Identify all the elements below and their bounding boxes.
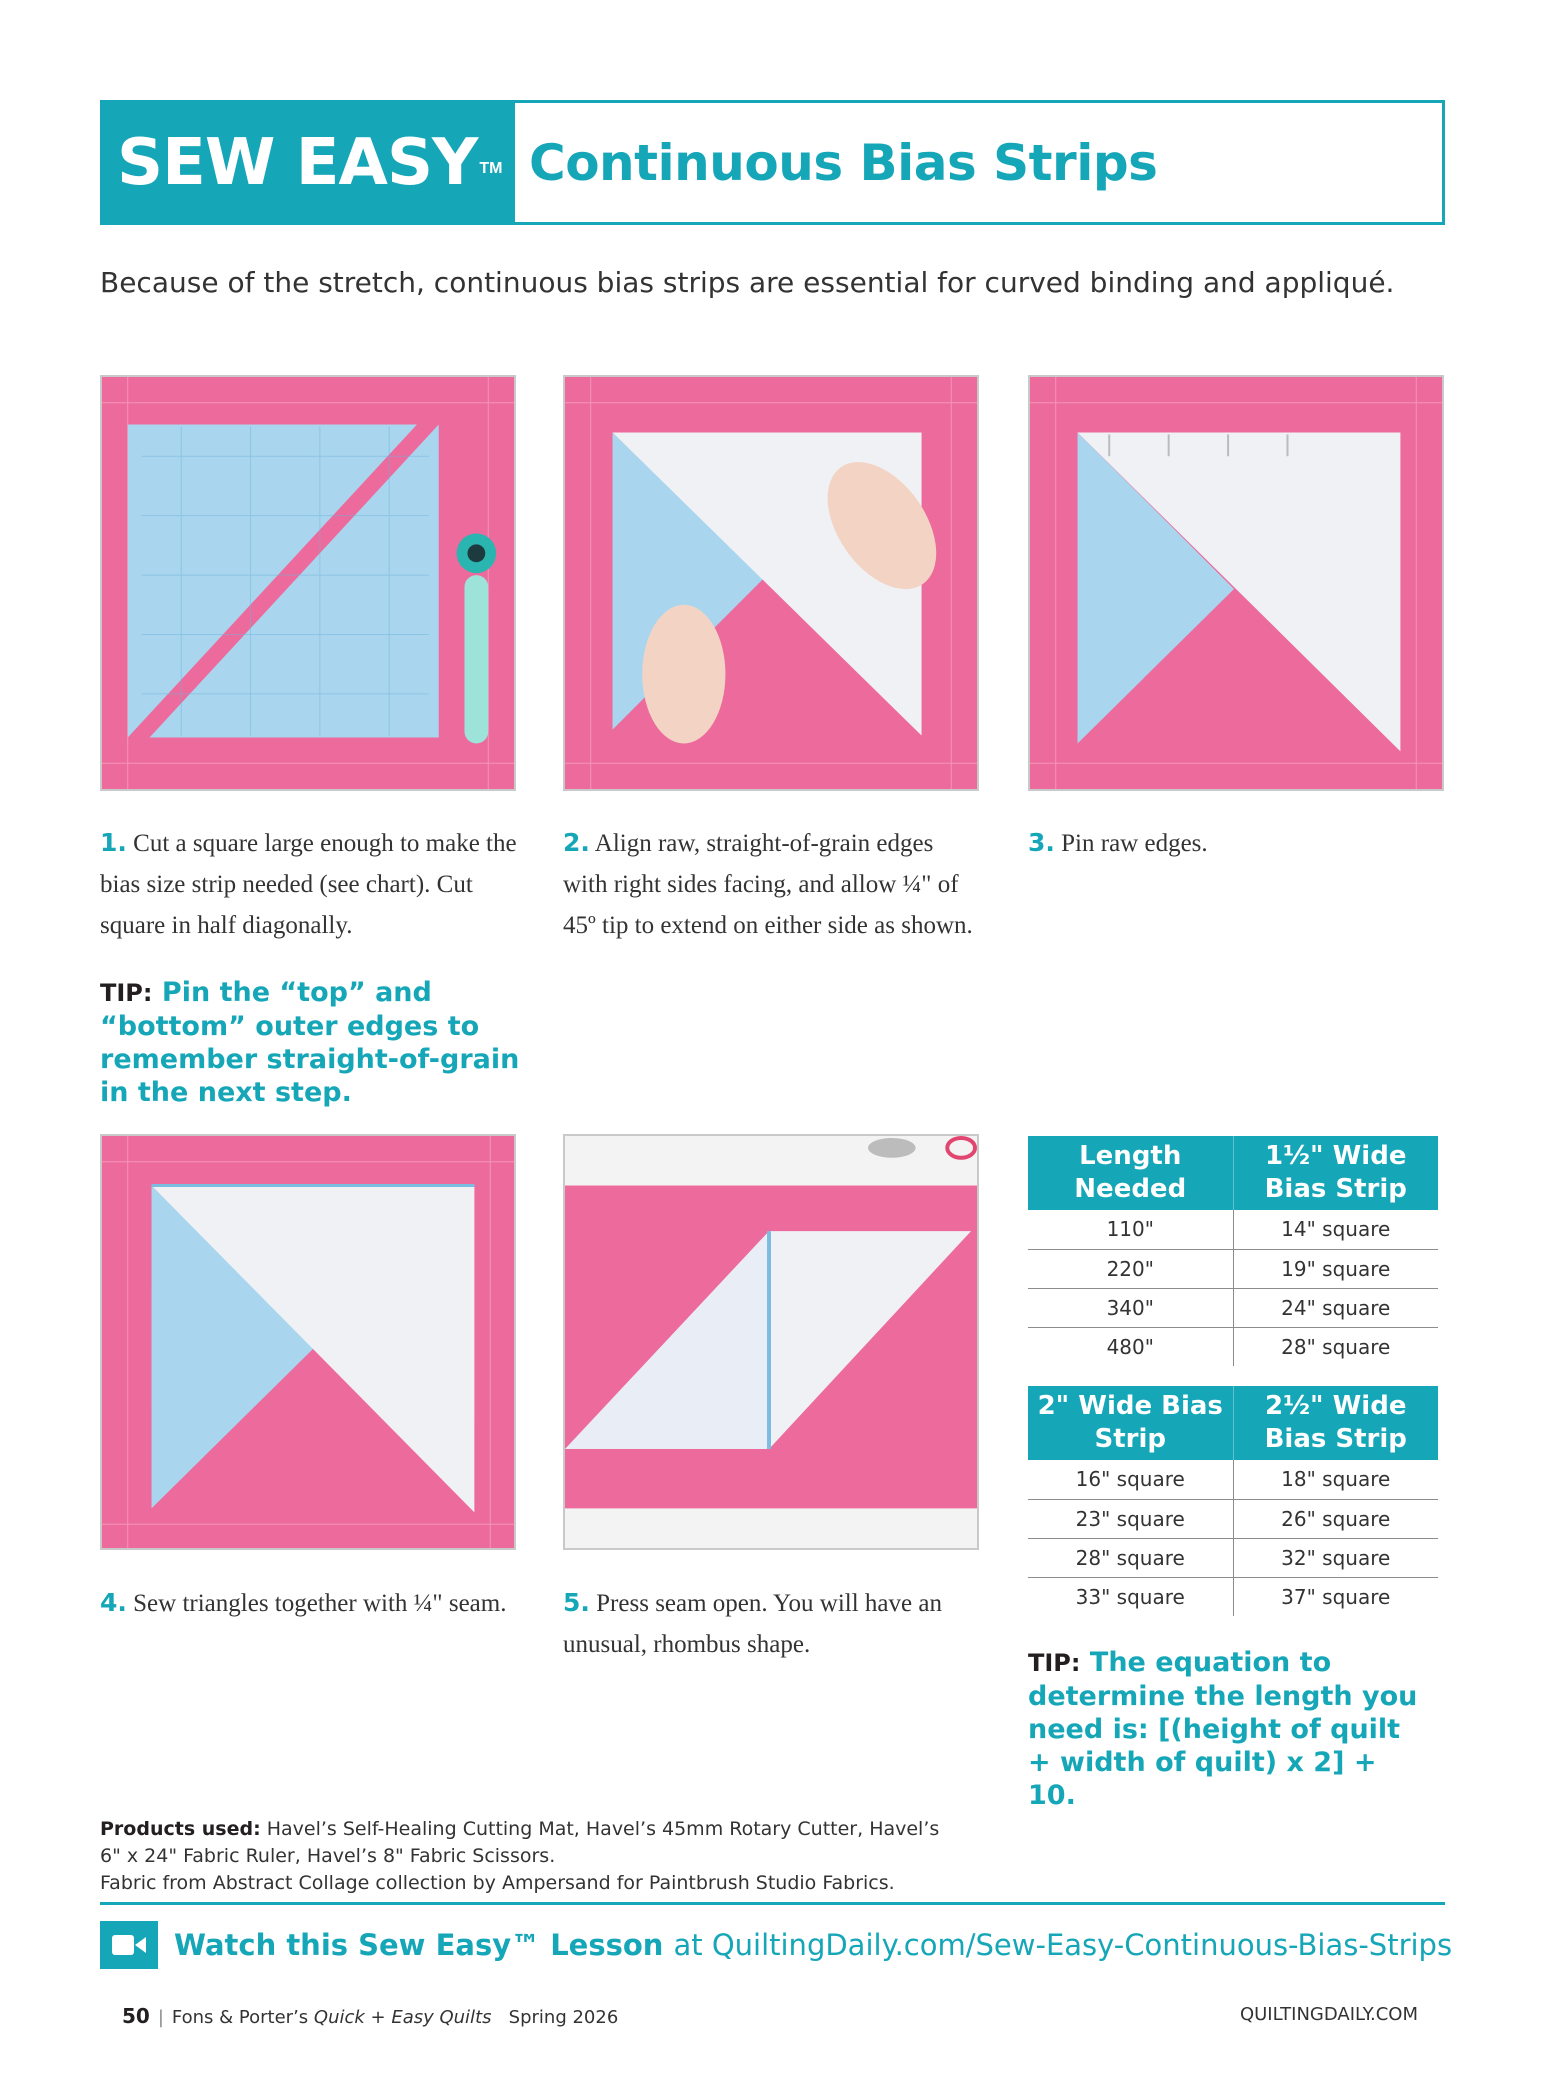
- step-number: 1.: [100, 828, 127, 857]
- article-header: [100, 100, 1445, 225]
- table-row: [1028, 1538, 1438, 1577]
- chart-header-row: [1028, 1386, 1438, 1460]
- table-cell: 14" square: [1233, 1210, 1438, 1249]
- sew-easy-brand: [103, 103, 515, 222]
- table-cell: 24" square: [1233, 1288, 1438, 1327]
- step-number: 5.: [563, 1588, 590, 1617]
- table-cell: 28" square: [1028, 1538, 1233, 1577]
- watch-lesson-link[interactable]: [100, 1920, 1452, 1970]
- table-cell: 26" square: [1233, 1499, 1438, 1538]
- chart-header: 2½" Wide Bias Strip: [1233, 1386, 1438, 1460]
- intro-text: Because of the stretch, continuous bias strips are essential for curved binding and appliqué.: [100, 266, 1395, 299]
- products-used: [100, 1816, 939, 1897]
- chart-header: 2" Wide Bias Strip: [1028, 1386, 1233, 1460]
- step-number: 3.: [1028, 828, 1055, 857]
- issue-date: Spring 2026: [508, 2007, 619, 2028]
- step-1-photo: [100, 375, 516, 791]
- products-line-1: [100, 1816, 939, 1843]
- brand-name: SEW EASY: [117, 125, 478, 200]
- article-title: Continuous Bias Strips: [529, 133, 1158, 192]
- table-cell: 37" square: [1233, 1577, 1438, 1616]
- table-cell: 18" square: [1233, 1460, 1438, 1499]
- table-row: [1028, 1288, 1438, 1327]
- step-3: [1028, 822, 1448, 864]
- table-cell: 220": [1028, 1249, 1233, 1288]
- tip-equation: [1028, 1646, 1428, 1812]
- table-cell: 23" square: [1028, 1499, 1233, 1538]
- page-footer-left: [122, 2004, 618, 2028]
- table-row: [1028, 1249, 1438, 1288]
- tip-label: TIP:: [1028, 1649, 1081, 1677]
- step-text: Align raw, straight-of-grain edges with right sides facing, and allow ¼" of 45º tip to extend on either side as shown.: [563, 830, 973, 939]
- step-2: [563, 822, 983, 946]
- bias-chart-1: [1028, 1136, 1438, 1366]
- tip-pin-edges: [100, 976, 520, 1109]
- cutting-mat-image: [102, 377, 514, 789]
- table-cell: 110": [1028, 1210, 1233, 1249]
- divider: [100, 1902, 1445, 1905]
- bias-chart-2: [1028, 1386, 1438, 1616]
- chart-header-row: [1028, 1136, 1438, 1210]
- watch-lesson-url[interactable]: at QuiltingDaily.com/Sew-Easy-Continuous-Bias-Strips: [673, 1928, 1453, 1962]
- tip-text: The equation to determine the length you need is: [(height of quilt + width of quilt) x 2] + 10.: [1028, 1647, 1418, 1811]
- step-5-photo: [563, 1134, 979, 1550]
- table-cell: 480": [1106, 1334, 1154, 1359]
- table-cell: 28" square: [1233, 1327, 1438, 1366]
- tip-label: TIP:: [100, 979, 153, 1007]
- step-text: Pin raw edges.: [1061, 830, 1208, 857]
- products-line-2: 6" x 24" Fabric Ruler, Havel’s 8" Fabric Scissors.: [100, 1845, 556, 1867]
- publication-title: Quick + Easy Quilts: [313, 2007, 492, 2028]
- table-row: [1028, 1577, 1438, 1616]
- chart-header: Length Needed: [1028, 1136, 1233, 1210]
- footer-separator: |: [157, 2007, 164, 2028]
- step-text: Press seam open. You will have an unusual, rhombus shape.: [563, 1590, 942, 1658]
- tip-text: Pin the “top” and “bottom” outer edges to remember straight-of-grain in the next step.: [100, 977, 520, 1108]
- step-2-photo: [563, 375, 979, 791]
- step-text: Cut a square large enough to make the bias size strip needed (see chart). Cut square in half diagonally.: [100, 830, 517, 939]
- products-text: Havel’s Self-Healing Cutting Mat, Havel’s 45mm Rotary Cutter, Havel’s: [266, 1818, 940, 1840]
- step-number: 2.: [563, 828, 590, 857]
- step-5: [563, 1582, 983, 1665]
- video-camera-icon: [100, 1921, 158, 1969]
- step-4-photo: [100, 1134, 516, 1550]
- products-label: Products used:: [100, 1818, 261, 1840]
- watch-lesson-title: Watch this Sew Easy™ Lesson: [174, 1928, 664, 1962]
- footer-site: QUILTINGDAILY.COM: [1239, 2004, 1418, 2025]
- step-number: 4.: [100, 1588, 127, 1617]
- table-row: [1028, 1210, 1438, 1249]
- trademark-mark: TM: [479, 159, 503, 177]
- cutting-mat-image: [565, 1136, 977, 1548]
- table-cell: 19" square: [1233, 1249, 1438, 1288]
- step-4: [100, 1582, 520, 1624]
- step-text: Sew triangles together with ¼" seam.: [133, 1590, 507, 1617]
- table-cell: 340": [1028, 1288, 1233, 1327]
- table-row: [1028, 1460, 1438, 1499]
- cutting-mat-image: [565, 377, 977, 789]
- table-row: [1028, 1327, 1438, 1366]
- step-3-photo: [1028, 375, 1444, 791]
- table-cell: 33" square: [1075, 1584, 1185, 1609]
- page-number: 50: [122, 2004, 150, 2028]
- products-line-3: Fabric from Abstract Collage collection by Ampersand for Paintbrush Studio Fabrics.: [100, 1872, 895, 1894]
- table-row: [1028, 1499, 1438, 1538]
- publication-prefix: Fons & Porter’s: [171, 2007, 309, 2028]
- cutting-mat-image: [102, 1136, 514, 1548]
- table-cell: 16" square: [1028, 1460, 1233, 1499]
- step-1: [100, 822, 520, 946]
- chart-header: 1½" Wide Bias Strip: [1233, 1136, 1438, 1210]
- table-cell: 32" square: [1233, 1538, 1438, 1577]
- cutting-mat-image: [1030, 377, 1442, 789]
